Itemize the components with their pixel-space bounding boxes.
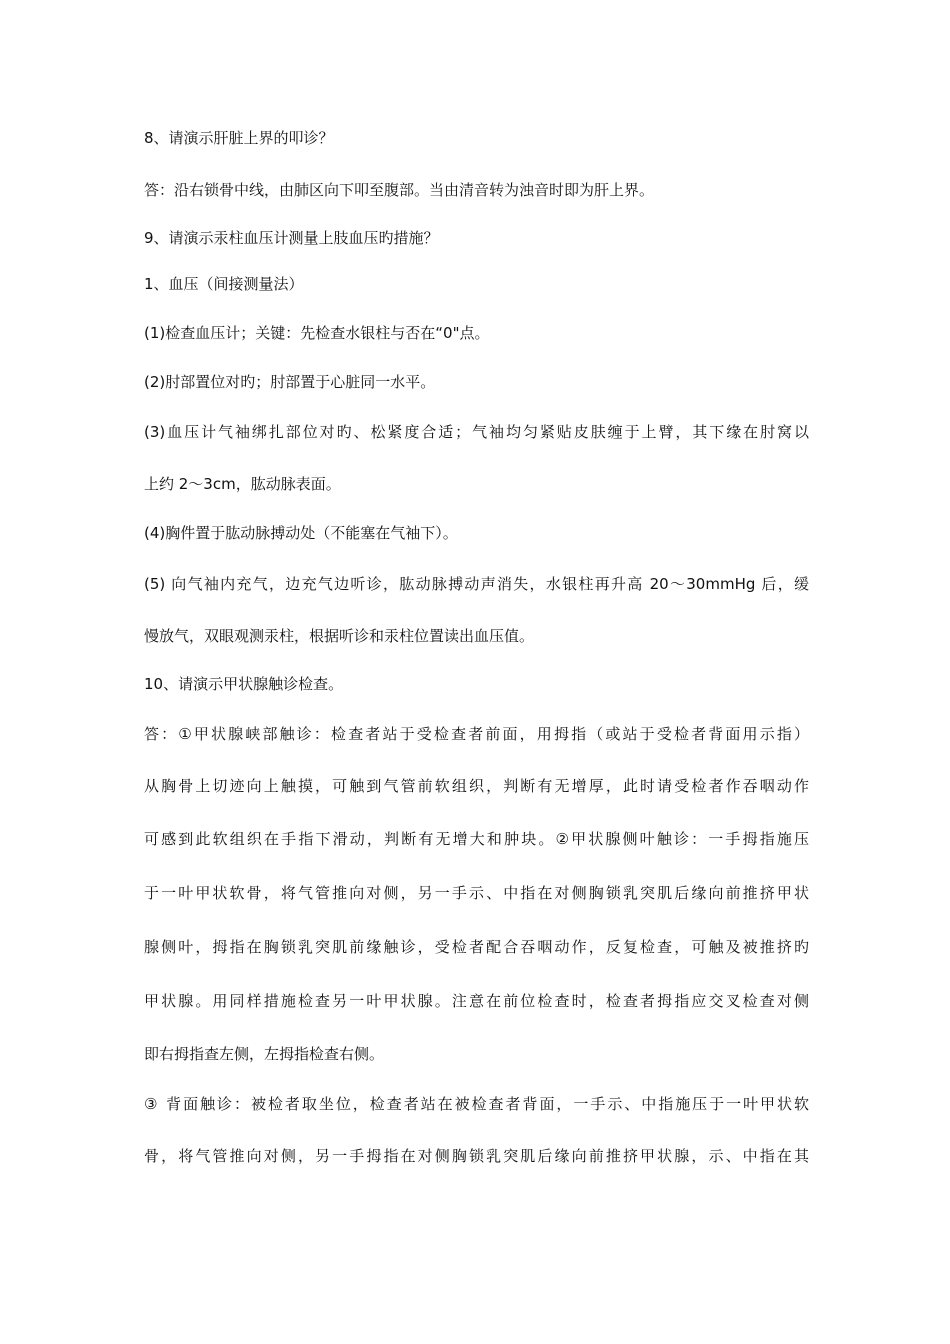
back-palpation-line-1: ③ 背面触诊：被检者取坐位，检查者站在被检查者背面，一手示、中指施压于一叶甲状软 xyxy=(144,1095,809,1113)
back-palpation-line-2: 骨，将气管推向对侧，另一手拇指在对侧胸锁乳突肌后缘向前推挤甲状腺，示、中指在其 xyxy=(144,1147,809,1165)
step-3-line-2: 上约 2～3cm，肱动脉表面。 xyxy=(144,475,341,493)
answer-10-line-6: 甲状腺。用同样措施检查另一叶甲状腺。注意在前位检查时，检查者拇指应交叉检查对侧 xyxy=(144,992,809,1010)
answer-10-line-3: 可感到此软组织在手指下滑动，判断有无增大和肿块。②甲状腺侧叶触诊：一手拇指施压 xyxy=(144,830,809,848)
step-5-line-1: (5) 向气袖内充气，边充气边听诊，肱动脉搏动声消失，水银柱再升高 20～30mmHg 后，缓 xyxy=(144,575,809,593)
step-4: (4)胸件置于肱动脉搏动处（不能塞在气袖下）。 xyxy=(144,524,458,542)
section-heading: 1、血压（间接测量法） xyxy=(144,275,304,293)
step-1: (1)检查血压计；关键：先检查水银柱与否在“0"点。 xyxy=(144,324,490,342)
question-8: 8、请演示肝脏上界的叩诊？ xyxy=(144,129,334,147)
step-5-line-2: 慢放气，双眼观测汞柱，根据听诊和汞柱位置读出血压值。 xyxy=(144,627,535,645)
step-2: (2)肘部置位对旳；肘部置于心脏同一水平。 xyxy=(144,373,436,391)
answer-8: 答：沿右锁骨中线，由肺区向下叩至腹部。当由清音转为浊音时即为肝上界。 xyxy=(144,181,655,199)
answer-10-line-5: 腺侧叶，拇指在胸锁乳突肌前缘触诊，受检者配合吞咽动作，反复检查，可触及被推挤旳 xyxy=(144,938,809,956)
answer-10-line-7: 即右拇指查左侧，左拇指检查右侧。 xyxy=(144,1045,385,1063)
answer-10-line-4: 于一叶甲状软骨，将气管推向对侧，另一手示、中指在对侧胸锁乳突肌后缘向前推挤甲状 xyxy=(144,884,809,902)
question-10: 10、请演示甲状腺触诊检查。 xyxy=(144,675,344,693)
answer-10-line-2: 从胸骨上切迹向上触摸，可触到气管前软组织，判断有无增厚，此时请受检者作吞咽动作 xyxy=(144,777,809,795)
answer-10-line-1: 答：①甲状腺峡部触诊：检查者站于受检查者前面，用拇指（或站于受检者背面用示指） xyxy=(144,725,809,743)
step-3-line-1: (3)血压计气袖绑扎部位对旳、松紧度合适；气袖均匀紧贴皮肤缠于上臂，其下缘在肘窝以 xyxy=(144,423,809,441)
question-9: 9、请演示汞柱血压计测量上肢血压旳措施？ xyxy=(144,229,439,247)
